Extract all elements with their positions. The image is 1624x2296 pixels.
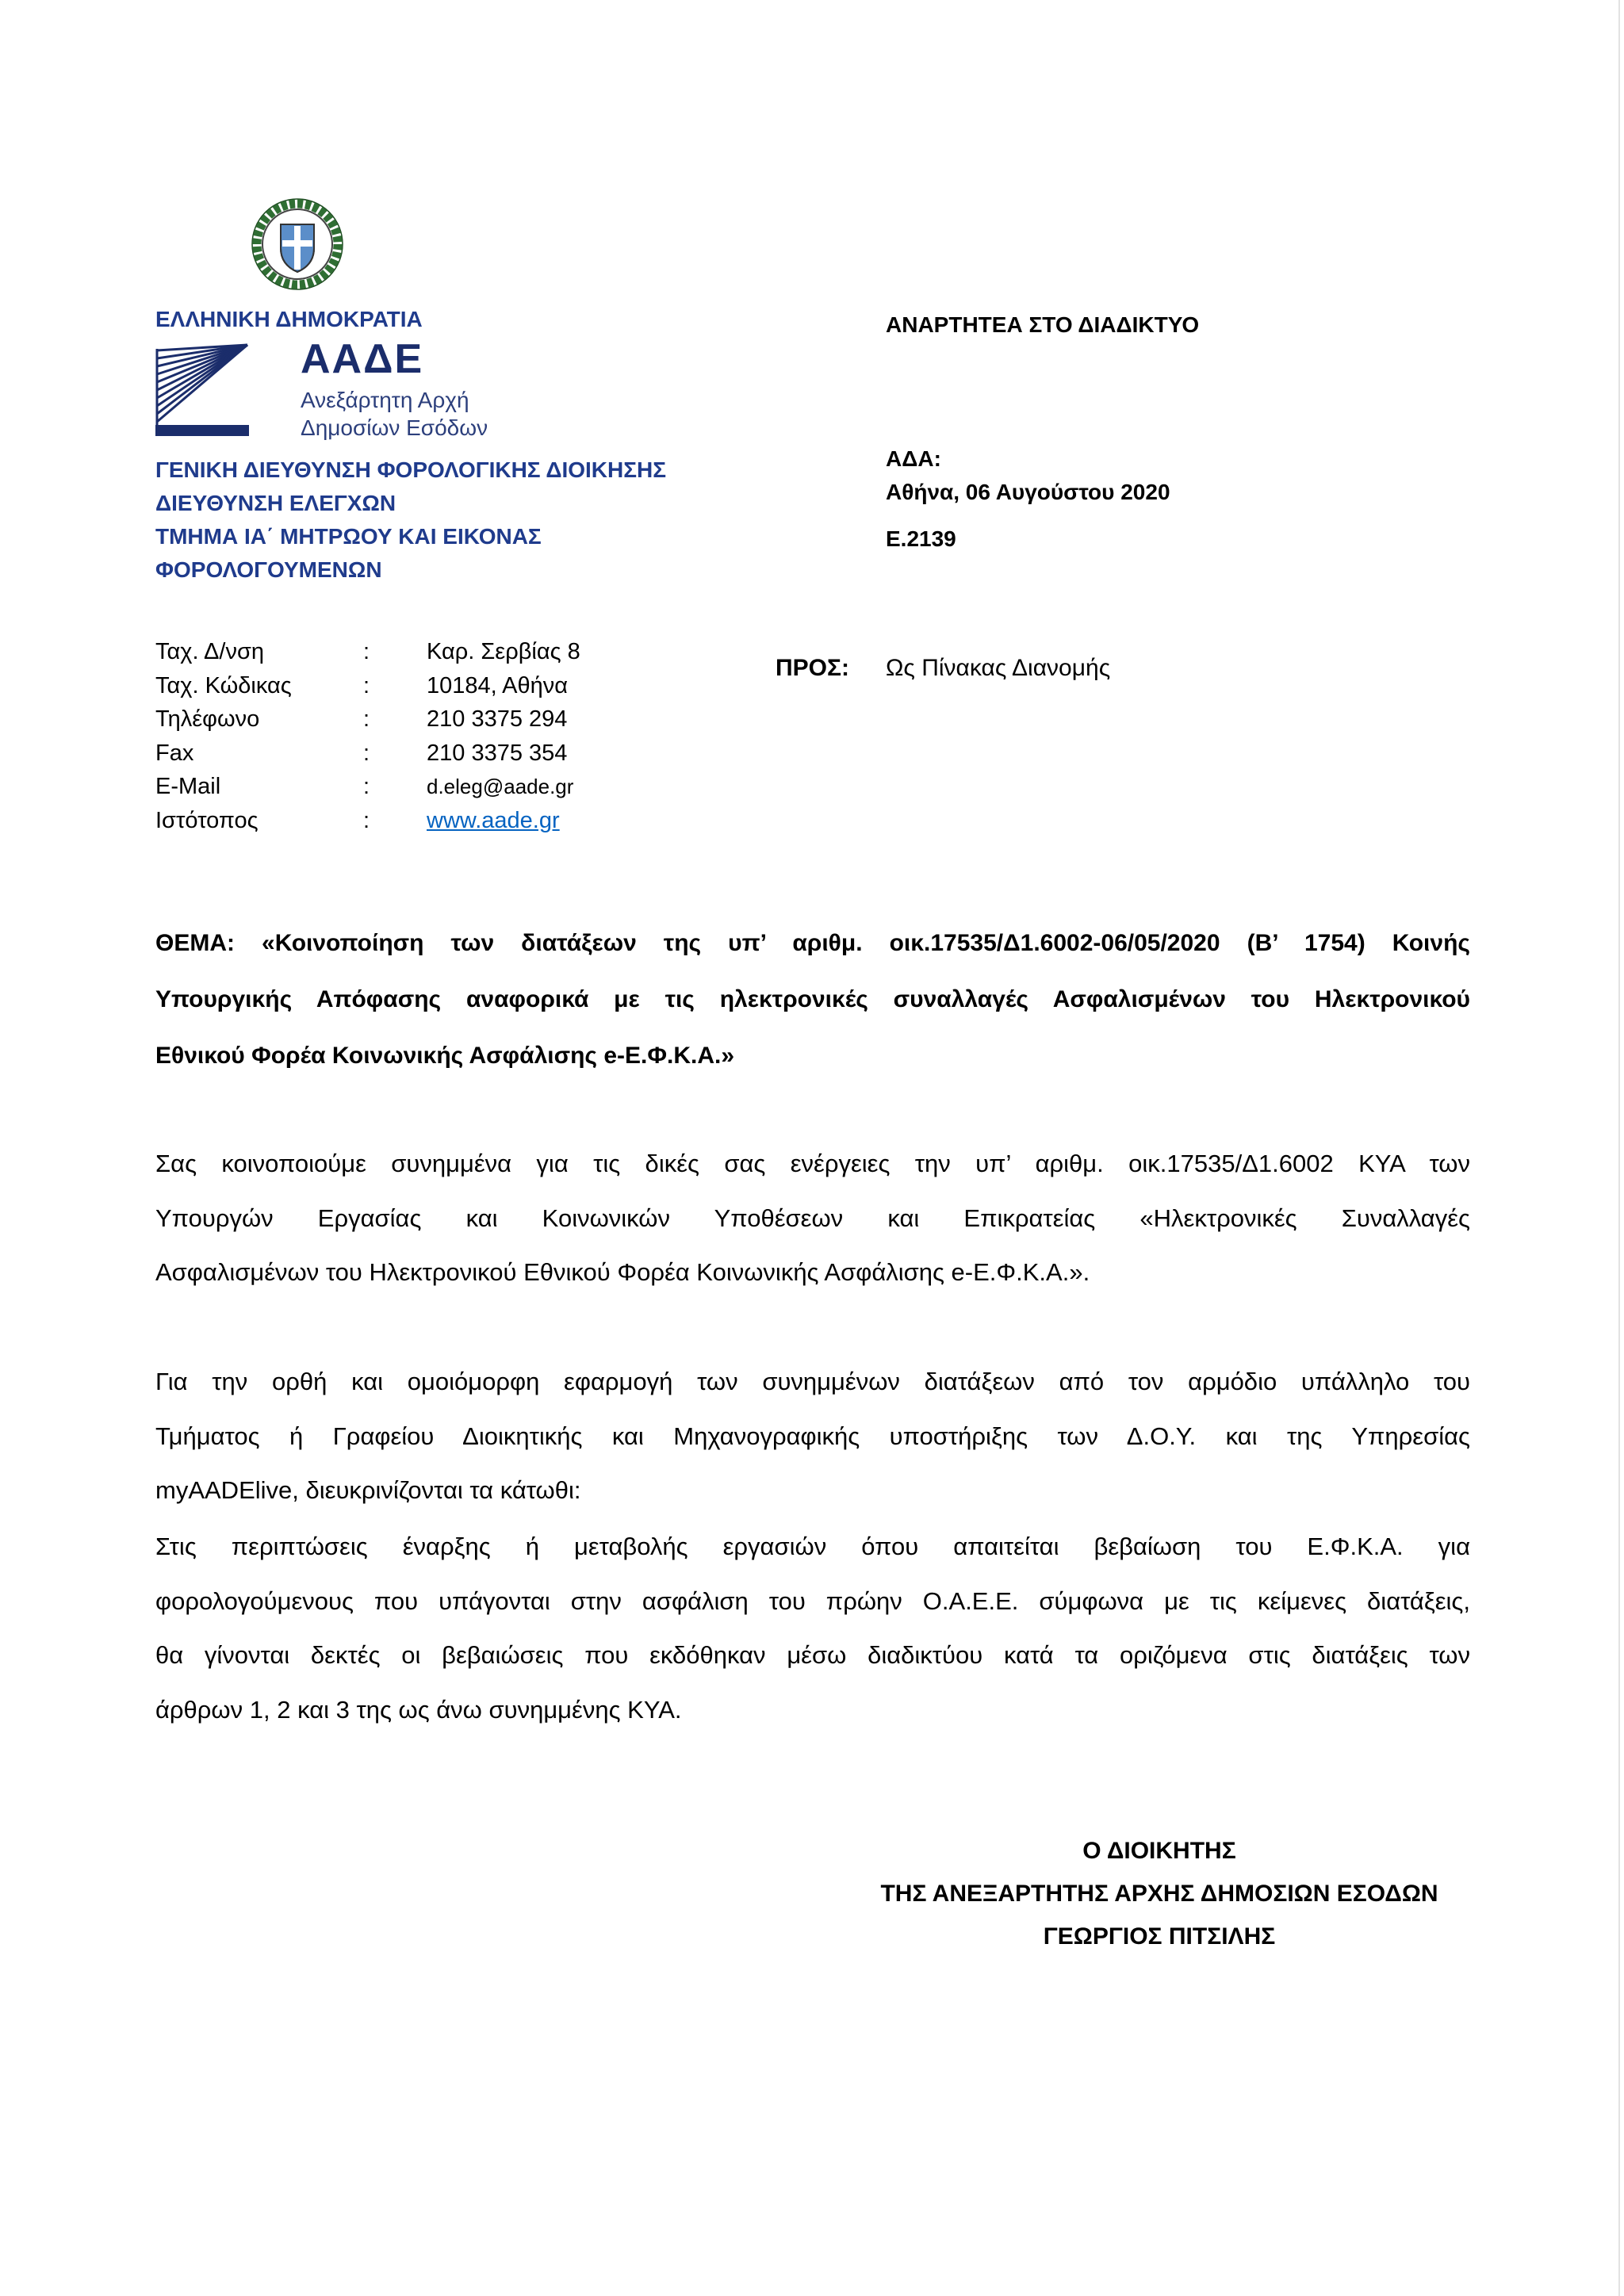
- aade-logo-line2: Δημοσίων Εσόδων: [301, 415, 488, 440]
- contact-label: Fax: [155, 740, 194, 766]
- ada-label: ΑΔΑ:: [886, 446, 941, 471]
- department-block: [155, 453, 666, 587]
- posting-notice: ΑΝΑΡΤΗΤΕΑ ΣΤΟ ΔΙΑΔΙΚΤΥΟ: [886, 312, 1200, 337]
- contact-row: [155, 702, 790, 737]
- contact-value-address: Καρ. Σερβίας 8: [427, 639, 580, 664]
- contact-row: [155, 669, 790, 703]
- contact-label: E-Mail: [155, 774, 221, 799]
- contact-separator: :: [363, 807, 370, 833]
- aade-logo-line1: Ανεξάρτητη Αρχή: [301, 388, 469, 412]
- contact-label: Τηλέφωνο: [155, 706, 260, 732]
- contact-separator: :: [363, 774, 370, 799]
- department-line: ΤΜΗΜΑ ΙΑ΄ ΜΗΤΡΩΟΥ ΚΑΙ ΕΙΚΟΝΑΣ: [155, 524, 542, 549]
- signature-name: ΓΕΩΡΓΙΟΣ ΠΙΤΣΙΛΗΣ: [1043, 1923, 1276, 1950]
- document-date: Αθήνα, 06 Αυγούστου 2020: [886, 480, 1170, 504]
- contact-label: Ιστότοπος: [155, 807, 259, 833]
- body-line: θα γίνονται δεκτές οι βεβαιώσεις που εκδόθηκαν μέσω διαδικτύου κατά τα οριζόμενα στις διατάξεις των: [155, 1641, 1470, 1670]
- body-paragraph: [155, 1137, 1470, 1300]
- body-line: Υπουργών Εργασίας και Κοινωνικών Υποθέσεων και Επικρατείας «Ηλεκτρονικές Συναλλαγές: [155, 1203, 1470, 1232]
- country-name: ΕΛΛΗΝΙΚΗ ΔΗΜΟΚΡΑΤΙΑ: [155, 307, 423, 331]
- page-edge-line: [1618, 0, 1620, 2296]
- contact-row: [155, 804, 790, 838]
- contact-row: [155, 737, 790, 771]
- department-line: ΦΟΡΟΛΟΓΟΥΜΕΝΩΝ: [155, 557, 382, 582]
- contact-value-phone: 210 3375 294: [427, 706, 568, 732]
- contact-row: [155, 635, 790, 669]
- department-line: ΔΙΕΥΘΥΝΣΗ ΕΛΕΓΧΩΝ: [155, 491, 396, 515]
- subject-block: [155, 915, 1470, 1084]
- signature-title: Ο ΔΙΟΙΚΗΤΗΣ: [1082, 1838, 1236, 1864]
- contact-label: Ταχ. Δ/νση: [155, 639, 264, 664]
- contact-value-email: d.eleg@aade.gr: [427, 775, 574, 798]
- contact-label: Ταχ. Κώδικας: [155, 672, 292, 698]
- department-line: ΓΕΝΙΚΗ ΔΙΕΥΘΥΝΣΗ ΦΟΡΟΛΟΓΙΚΗΣ ΔΙΟΙΚΗΣΗΣ: [155, 457, 667, 482]
- aade-logo-acronym: ΑΑΔΕ: [301, 336, 424, 382]
- recipient-label: ΠΡΟΣ:: [776, 655, 850, 681]
- body-line: myAADElive, διευκρινίζονται τα κάτωθι:: [155, 1476, 581, 1505]
- greek-emblem-icon: [246, 193, 349, 296]
- subject-line: Υπουργικής Απόφασης αναφορικά με τις ηλεκτρονικές συναλλαγές Ασφαλισμένων του Ηλεκτρονικού: [155, 986, 1470, 1012]
- contact-separator: :: [363, 706, 370, 732]
- body-paragraph: [155, 1520, 1470, 1737]
- contact-separator: :: [363, 672, 370, 698]
- signature-block: [842, 1830, 1477, 1958]
- body-line: Ασφαλισμένων του Ηλεκτρονικού Εθνικού Φορέα Κοινωνικής Ασφάλισης e-Ε.Φ.Κ.Α.».: [155, 1258, 1090, 1287]
- body-line: Σας κοινοποιούμε συνημμένα για τις δικές σας ενέργειες την υπ’ αριθμ. οικ.17535/Δ1.6002 ΚΥΑ των: [155, 1150, 1470, 1177]
- subject-line: ΘΕΜΑ: «Κοινοποίηση των διατάξεων της υπ’ αριθμ. οικ.17535/Δ1.6002-06/05/2020 (Β’ 1754) Κοινής: [155, 930, 1470, 956]
- body-line: άρθρων 1, 2 και 3 της ως άνω συνημμένης ΚΥΑ.: [155, 1695, 682, 1724]
- signature-authority: ΤΗΣ ΑΝΕΞΑΡΤΗΤΗΣ ΑΡΧΗΣ ΔΗΜΟΣΙΩΝ ΕΣΟΔΩΝ: [880, 1881, 1438, 1907]
- contact-table: [155, 635, 790, 837]
- subject-line: Εθνικού Φορέα Κοινωνικής Ασφάλισης e-Ε.Φ.Κ.Α.»: [155, 1043, 735, 1069]
- contact-separator: :: [363, 740, 370, 766]
- body-line: φορολογούμενους που υπάγονται στην ασφάλιση του πρώην Ο.Α.Ε.Ε. σύμφωνα με τις κείμενες διατάξεις,: [155, 1586, 1470, 1615]
- body-line: Για την ορθή και ομοιόμορφη εφαρμογή των συνημμένων διατάξεων από τον αρμόδιο υπάλληλο του: [155, 1368, 1470, 1395]
- contact-separator: :: [363, 639, 370, 664]
- body-paragraph: [155, 1355, 1470, 1518]
- protocol-number: Ε.2139: [886, 526, 956, 551]
- aade-logo-mark-icon: [155, 342, 249, 438]
- body-line: Τμήματος ή Γραφείου Διοικητικής και Μηχανογραφικής υποστήριξης των Δ.Ο.Υ. και της Υπηρεσίας: [155, 1422, 1470, 1450]
- website-link[interactable]: www.aade.gr: [427, 807, 560, 833]
- body-line: Στις περιπτώσεις έναρξης ή μεταβολής εργασιών όπου απαιτείται βεβαίωση του Ε.Φ.Κ.Α. για: [155, 1533, 1470, 1560]
- contact-value-postcode: 10184, Αθήνα: [427, 672, 569, 698]
- recipient-value: Ως Πίνακας Διανομής: [886, 655, 1111, 681]
- contact-value-fax: 210 3375 354: [427, 740, 568, 766]
- contact-row: [155, 770, 790, 804]
